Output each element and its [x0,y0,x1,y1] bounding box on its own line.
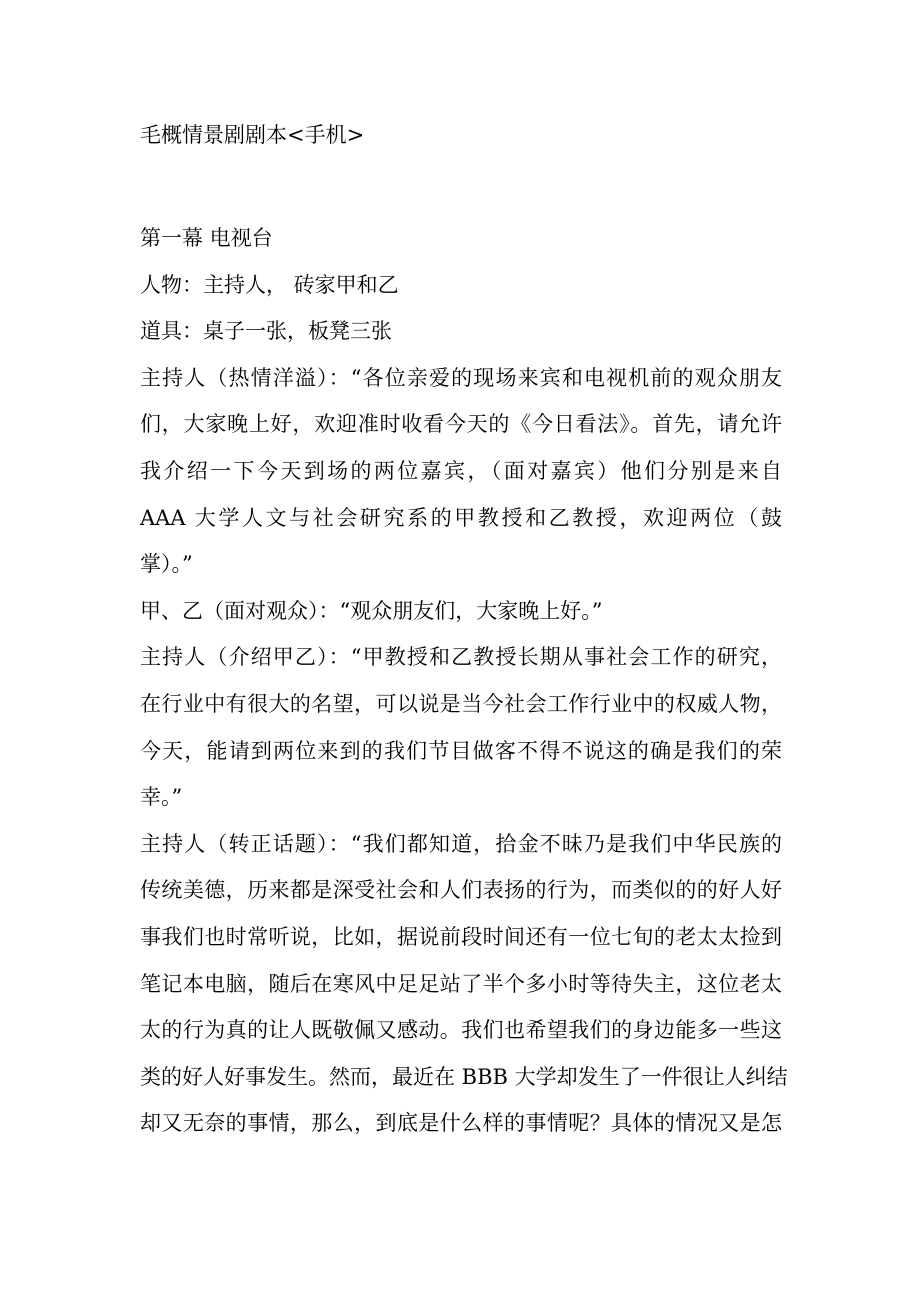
text-line: 甲、乙（面对观众）：“观众朋友们，大家晚上好。” [140,598,603,623]
text-line: 我介绍一下今天到场的两位嘉宾，（面对嘉宾）他们分别是来自 [140,458,782,483]
text-line: AAA 大学人文与社会研究系的甲教授和乙教授，欢迎两位（鼓 [140,505,782,530]
text-line: 在行业中有很大的名望，可以说是当今社会工作行业中的权威人物， [140,691,782,716]
paragraph-host-intro [140,355,782,588]
text-line: 幸。” [140,785,183,810]
props-line: 道具：桌子一张，板凳三张 [140,319,392,344]
text-line: 笔记本电脑，随后在寒风中足足站了半个多小时等待失主，这位老太 [140,971,782,996]
text-line: 们，大家晚上好，欢迎准时收看今天的《今日看法》。首先，请允许 [140,412,782,437]
document-title: 毛概情景剧剧本<手机> [140,123,365,147]
characters-line: 人物：主持人， 砖家甲和乙 [140,272,399,297]
text-line: 今天，能请到两位来到的我们节目做客不得不说这的确是我们的荣 [140,738,782,763]
text-line: 掌）。” [140,552,193,577]
paragraph-host-introduces-guests [140,634,782,820]
text-line: 却又无奈的事情，那么，到底是什么样的事情呢？具体的情况又是怎 [140,1111,782,1136]
text-line: 太的行为真的让人既敬佩又感动。我们也希望我们的身边能多一些这 [140,1018,782,1043]
text-line: 主持人（热情洋溢）：“各位亲爱的现场来宾和电视机前的观众朋友 [140,365,782,390]
text-line: 事我们也时常听说，比如，据说前段时间还有一位七旬的老太太捡到 [140,924,782,949]
text-line: 类的好人好事发生。然而，最近在 BBB 大学却发生了一件很让人纠结 [140,1064,788,1089]
act-heading: 第一幕 电视台 [140,226,273,250]
paragraph-guests-greeting [140,588,782,635]
text-line: 传统美德，历来都是深受社会和人们表扬的行为，而类似的的好人好 [140,878,782,903]
document-body [140,215,788,1147]
paragraph-host-topic [140,821,788,1147]
text-line: 主持人（介绍甲乙）：“甲教授和乙教授长期从事社会工作的研究， [140,645,782,670]
text-line: 主持人（转正话题）：“我们都知道，拾金不昧乃是我们中华民族的 [140,831,782,856]
